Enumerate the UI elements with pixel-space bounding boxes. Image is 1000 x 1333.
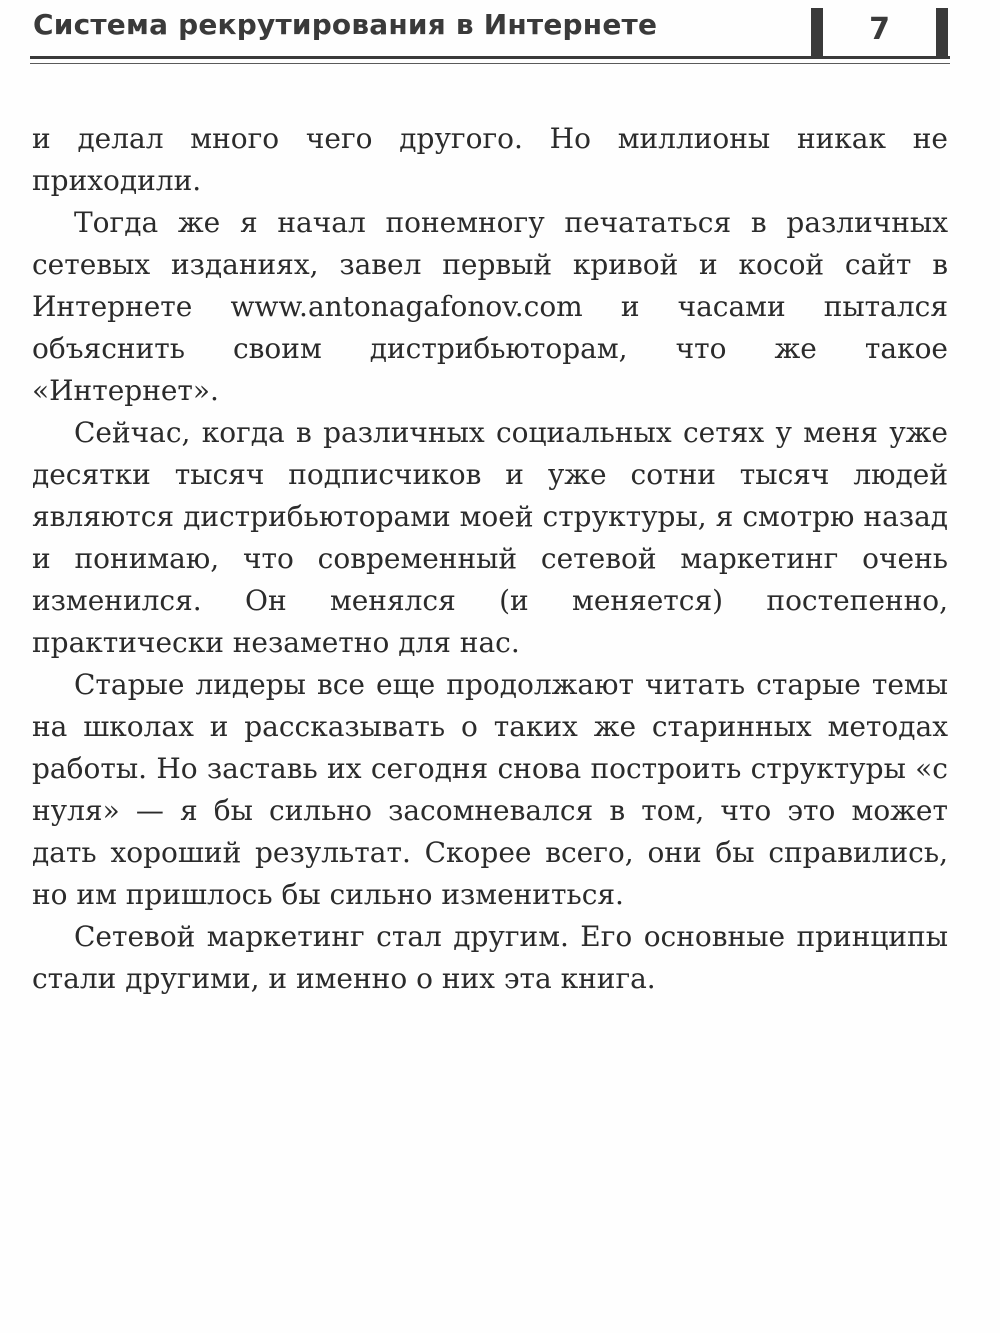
page-number: 7: [869, 12, 890, 47]
header-divider-right: [936, 8, 948, 56]
paragraph-4: Старые лидеры все еще продолжают читать старые темы на школах и рассказывать о таких же старинных методах работы. Но заставь их сегодня снова построить структуры «с нуля» — я бы сильно засомневался в том, что это может дать хороший результат. Скорее всего, они бы справились, но им пришлось бы сильно измениться.: [32, 668, 948, 911]
paragraph-3: Сейчас, когда в различных социальных сетях у меня уже десятки тысяч подписчиков и уже сотни тысяч людей являются дистрибьюторами моей структуры, я смотрю назад и понимаю, что современный сетевой маркетинг очень изменился. Он менялся (и меняется) постепенно, практически незаметно для нас.: [32, 416, 948, 659]
page-header: [30, 0, 950, 66]
paragraph-5: Сетевой маркетинг стал другим. Его основные принципы стали другими, и именно о них эта книга.: [32, 920, 948, 995]
paragraph-1: и делал много чего другого. Но миллионы никак не приходили.: [32, 122, 948, 197]
paragraph-2: Тогда же я начал понемногу печататься в различных сетевых изданиях, завел первый кривой и косой сайт в Интернете www.antonagafonov.com и часами пытался объяснить своим дистрибьюторам, что же такое «Интернет».: [32, 206, 948, 407]
header-rule-thin: [30, 63, 950, 64]
header-rule-thick: [30, 56, 950, 59]
header-divider-left: [811, 8, 823, 56]
body-text: [32, 118, 948, 1000]
running-title: Система рекрутирования в Интернете: [33, 8, 658, 41]
